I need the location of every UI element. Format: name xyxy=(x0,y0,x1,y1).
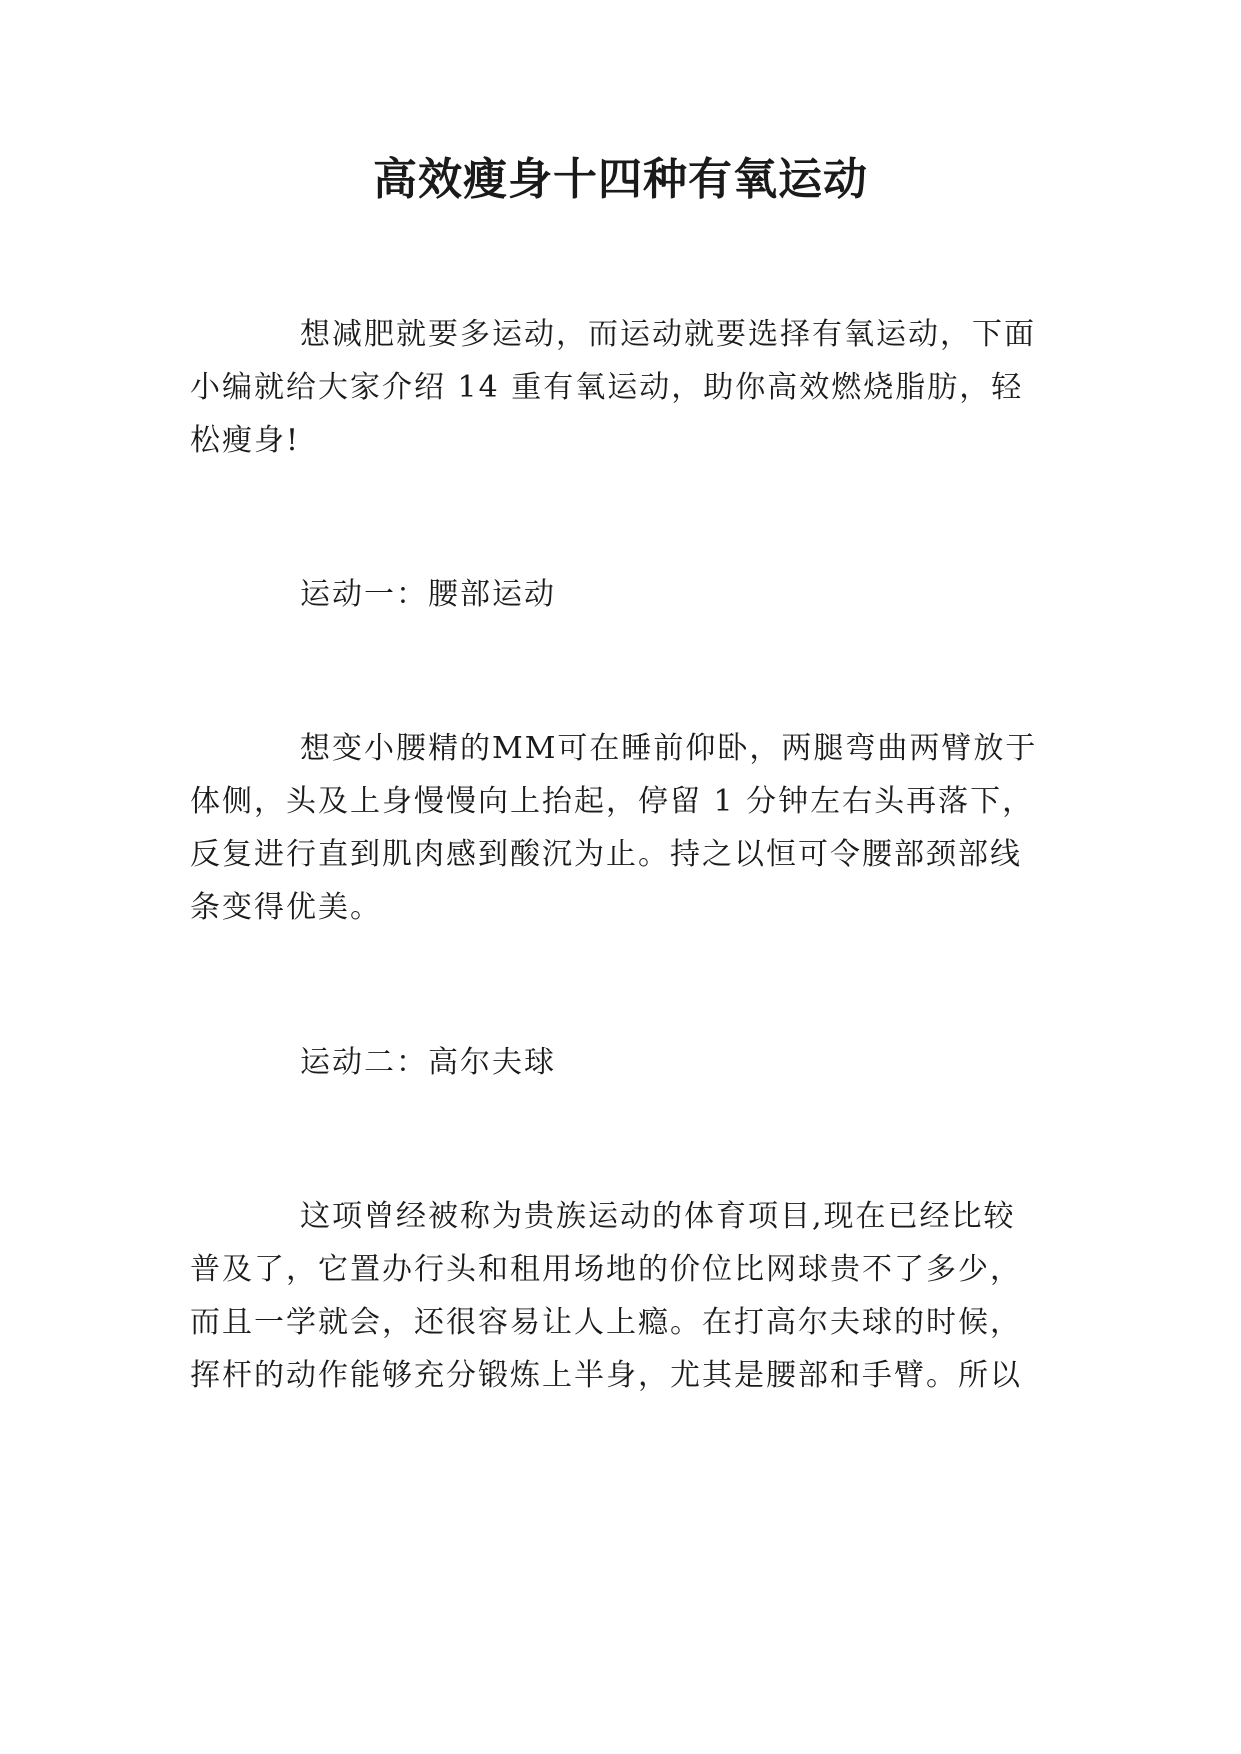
paragraph-line: 想减肥就要多运动，而运动就要选择有氧运动，下面 xyxy=(300,317,1036,352)
section-heading: 运动二：高尔夫球 xyxy=(300,1045,556,1080)
paragraph-line: 小编就给大家介绍 14 重有氧运动，助你高效燃烧脂肪，轻 xyxy=(190,370,1024,405)
paragraph-line: 这项曾经被称为贵族运动的体育项目,现在已经比较 xyxy=(300,1199,1016,1234)
paragraph-line: 反复进行直到肌肉感到酸沉为止。持之以恒可令腰部颈部线 xyxy=(190,837,1022,872)
paragraph-line: 条变得优美。 xyxy=(190,890,382,925)
paragraph-line: 普及了，它置办行头和租用场地的价位比网球贵不了多少， xyxy=(190,1252,1022,1287)
paragraph-line: 想变小腰精的MM可在睡前仰卧，两腿弯曲两臂放于 xyxy=(300,731,1038,766)
paragraph-line: 挥杆的动作能够充分锻炼上半身，尤其是腰部和手臂。所以 xyxy=(190,1358,1022,1393)
document-title: 高效瘦身十四种有氧运动 xyxy=(373,154,868,205)
paragraph-line: 松瘦身! xyxy=(190,423,301,458)
section-heading: 运动一：腰部运动 xyxy=(300,577,556,612)
paragraph-line: 而且一学就会，还很容易让人上瘾。在打高尔夫球的时候， xyxy=(190,1305,1022,1340)
paragraph-line: 体侧，头及上身慢慢向上抬起，停留 1 分钟左右头再落下， xyxy=(190,784,1035,819)
